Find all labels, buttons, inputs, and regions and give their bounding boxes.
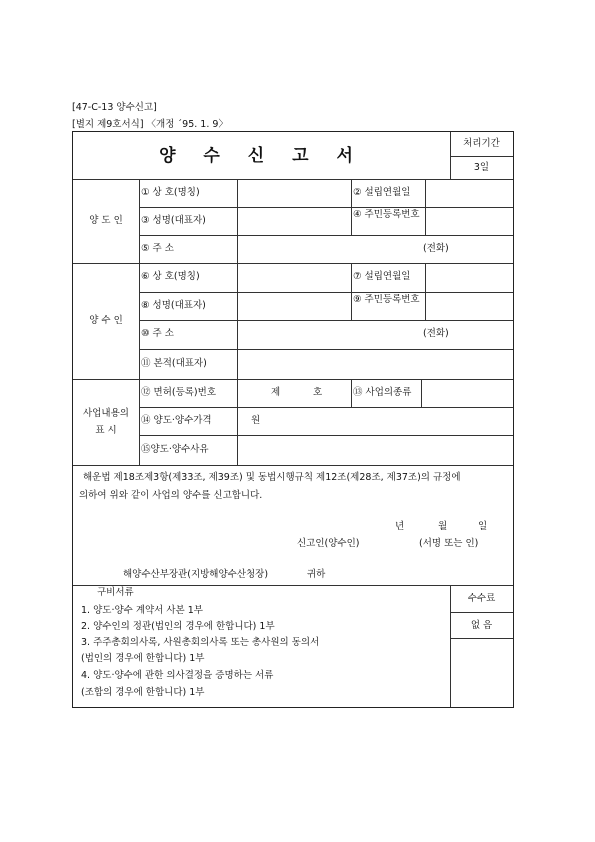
transferee-section-label: 양 수 인 [89,315,123,326]
signature-label: (서명 또는 인) [419,538,479,549]
documents-item: 1. 양도·양수 계약서 사본 1부 [81,605,203,616]
rule-row [139,235,513,236]
form-title: 양 수 신 고 서 [159,146,364,166]
documents-item: 2. 양수인의 정관(법인의 경우에 한합니다) 1부 [81,621,275,632]
transferee-phone-label: (전화) [423,328,449,339]
form-reference: [별지 제9호서식] 〈개정 ´95. 1. 9〉 [72,119,228,130]
transferee-company-label: ⑥ 상 호(명칭) [141,271,200,282]
addressee-label: 해양수산부장관(지방해양수산청장) [123,569,269,580]
rule-row [139,407,513,408]
date-year-label: 년 [395,521,405,532]
form-code: [47-C-13 양수신고] [72,102,157,113]
license-number-suffix: 호 [313,387,323,398]
rule-section [73,465,513,466]
transferee-domicile-label: ⑪ 본적(대표자) [141,358,207,369]
rule-row [139,435,513,436]
statement-line-1: 해운법 제18조제3항(제33조, 제39조) 및 동법시행규칙 제12조(제28조, 제37조)의 규정에 [83,472,461,483]
business-section-label-1: 사업내용의 [83,408,129,419]
documents-item: 4. 양도·양수에 관한 의사결정을 증명하는 서류 [81,670,274,681]
rule-row [139,349,513,350]
license-number-label: ⑫ 면허(등록)번호 [141,387,216,398]
rule-fee [450,612,513,613]
transferor-company-label: ① 상 호(명칭) [141,187,200,198]
rule-mid-column [351,379,352,407]
date-month-label: 월 [438,521,448,532]
rule-processing [450,156,513,157]
transfer-price-label: ⑭ 양도·양수가격 [141,415,212,426]
documents-title: 구비서류 [97,587,134,598]
rule-mid-column [425,263,426,320]
transferor-rrn-label: ④ 주민등록번호 [353,209,420,220]
rule-mid-column [421,379,422,407]
documents-item: (법인의 경우에 한합니다) 1부 [81,653,205,664]
transfer-price-unit: 원 [251,415,261,426]
rule-row [139,320,513,321]
transferor-phone-label: (전화) [423,243,449,254]
processing-period-value: 3일 [473,162,490,173]
transferee-rrn-label: ⑨ 주민등록번호 [353,294,420,305]
fee-label: 수수료 [467,593,496,604]
report-form [72,131,514,708]
license-number-prefix: 제 [271,387,281,398]
transferee-rep-label: ⑧ 성명(대표자) [141,300,206,311]
rule-field-column [237,179,238,465]
rule-mid-column [425,179,426,235]
documents-item: (조합의 경우에 한합니다) 1부 [81,687,205,698]
business-type-label: ⑬ 사업의종류 [353,387,412,398]
business-section-label-2: 표 시 [95,425,117,436]
rule-section [73,585,513,586]
transfer-reason-label: ⑮양도·양수사유 [141,444,209,455]
date-day-label: 일 [478,521,488,532]
fee-value: 없 음 [470,620,493,631]
statement-line-2: 의하여 위와 같이 사업의 양수를 신고합니다. [79,490,263,501]
processing-period-label: 처리기간 [463,138,500,149]
transferor-rep-label: ③ 성명(대표자) [141,215,206,226]
transferee-founded-label: ⑦ 설립연월일 [353,271,411,282]
rule-row [139,292,513,293]
rule-row [139,207,513,208]
rule-mid-column [351,263,352,320]
documents-item: 3. 주주총회의사록, 사원총회의사록 또는 총사원의 동의서 [81,637,320,648]
honorific-label: 귀하 [307,569,326,580]
transferee-address-label: ⑩ 주 소 [141,328,174,339]
transferor-founded-label: ② 설립연월일 [353,187,411,198]
rule-mid-column [351,179,352,235]
applicant-label: 신고인(양수인) [297,538,360,549]
transferor-address-label: ⑤ 주 소 [141,243,174,254]
rule-label-column [139,179,140,465]
transferor-section-label: 양 도 인 [89,215,123,226]
rule-fee [450,638,513,639]
